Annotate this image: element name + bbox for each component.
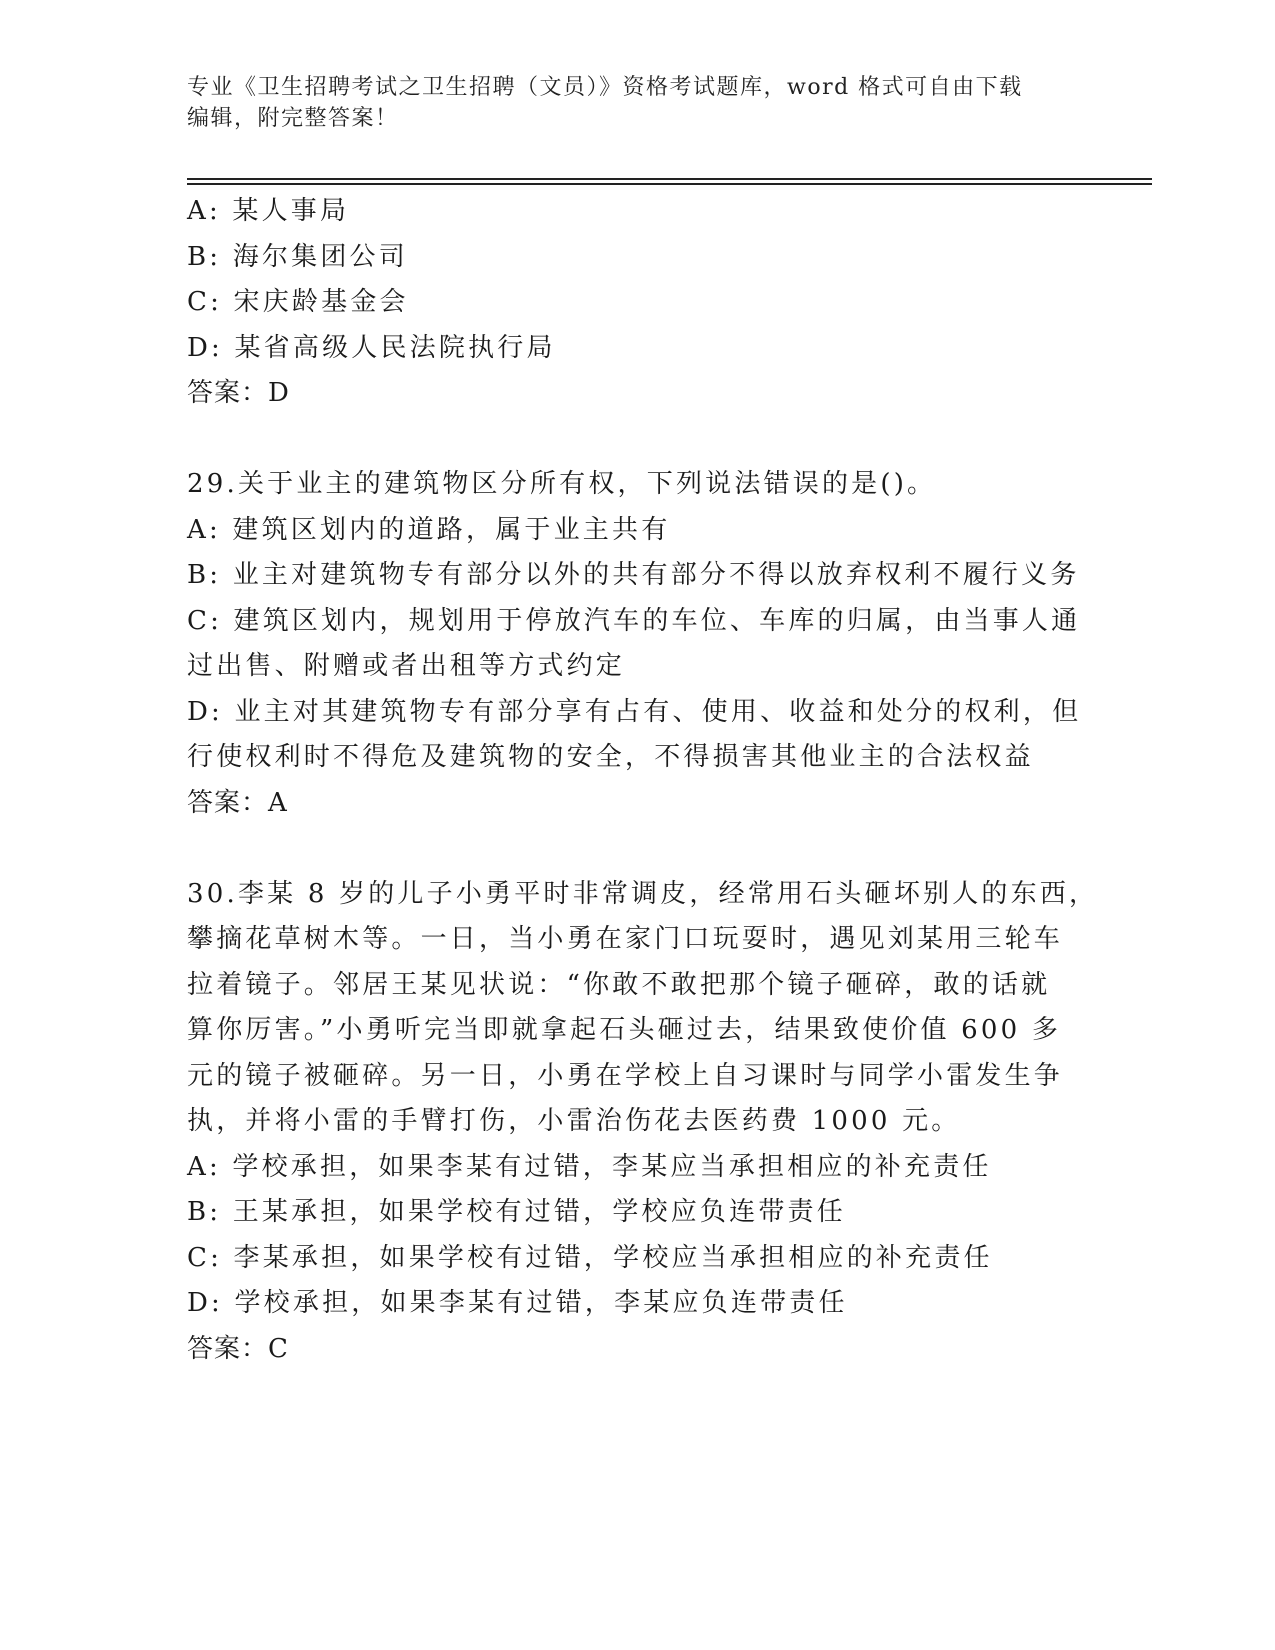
header-line-1: 专业《卫生招聘考试之卫生招聘（文员）》资格考试题库，word 格式可自由下载 — [187, 75, 1023, 100]
header-divider-bottom — [187, 183, 1152, 185]
option-b: B: 王某承担，如果学校有过错，学校应负连带责任 — [187, 1197, 846, 1227]
question-28 — [187, 189, 1087, 417]
document-body — [187, 189, 1099, 1372]
option-a: A: 建筑区划内的道路，属于业主共有 — [187, 514, 671, 545]
option-d-line-1: D: 业主对其建筑物专有部分享有占有、使用、收益和处分的权利，但 — [187, 696, 1082, 727]
option-c: C: 李某承担，如果学校有过错，学校应当承担相应的补充责任 — [187, 1242, 993, 1273]
answer: 答案：A — [187, 787, 288, 818]
question-line-6: 执，并将小雷的手臂打伤，小雷治伤花去医药费 1000 元。 — [187, 1106, 961, 1136]
option-c-line-2: 过出售、附赠或者出租等方式约定 — [187, 651, 626, 681]
option-b: B: 业主对建筑物专有部分以外的共有部分不得以放弃权利不履行义务 — [187, 560, 1080, 590]
option-d: D: 学校承担，如果李某有过错，李某应负连带责任 — [187, 1288, 848, 1318]
option-c: C: 宋庆龄基金会 — [187, 287, 409, 317]
answer: 答案：C — [187, 1333, 289, 1364]
question-line-4: 算你厉害。”小勇听完当即就拿起石头砸过去，结果致使价值 600 多 — [187, 1015, 1062, 1045]
answer: 答案：D — [187, 378, 290, 408]
header-line-2: 编辑，附完整答案！ — [187, 106, 399, 131]
question-line-1: 30.李某 8 岁的儿子小勇平时非常调皮，经常用石头砸坏别人的东西， — [187, 878, 1099, 909]
spacer — [187, 826, 1087, 872]
option-d: D: 某省高级人民法院执行局 — [187, 332, 556, 363]
question-line-3: 拉着镜子。邻居王某见状说：“你敢不敢把那个镜子砸碎，敢的话就 — [187, 969, 1051, 1000]
question-line-5: 元的镜子被砸碎。另一日，小勇在学校上自习课时与同学小雷发生争 — [187, 1060, 1064, 1091]
option-a: A: 某人事局 — [187, 196, 350, 226]
header-divider-top — [187, 178, 1152, 180]
question-30 — [187, 872, 1099, 1373]
option-c-line-1: C: 建筑区划内，规划用于停放汽车的车位、车库的归属，由当事人通 — [187, 605, 1081, 636]
spacer — [187, 417, 1087, 463]
option-a: A: 学校承担，如果李某有过错，李某应当承担相应的补充责任 — [187, 1151, 992, 1182]
question-line-2: 攀摘花草树木等。一日，当小勇在家门口玩耍时，遇见刘某用三轮车 — [187, 924, 1064, 954]
question-text: 29.关于业主的建筑物区分所有权，下列说法错误的是()。 — [187, 469, 937, 499]
document-header — [187, 72, 1087, 134]
option-b: B: 海尔集团公司 — [187, 241, 408, 272]
option-d-line-2: 行使权利时不得危及建筑物的安全，不得损害其他业主的合法权益 — [187, 742, 1034, 772]
question-29 — [187, 462, 1087, 826]
